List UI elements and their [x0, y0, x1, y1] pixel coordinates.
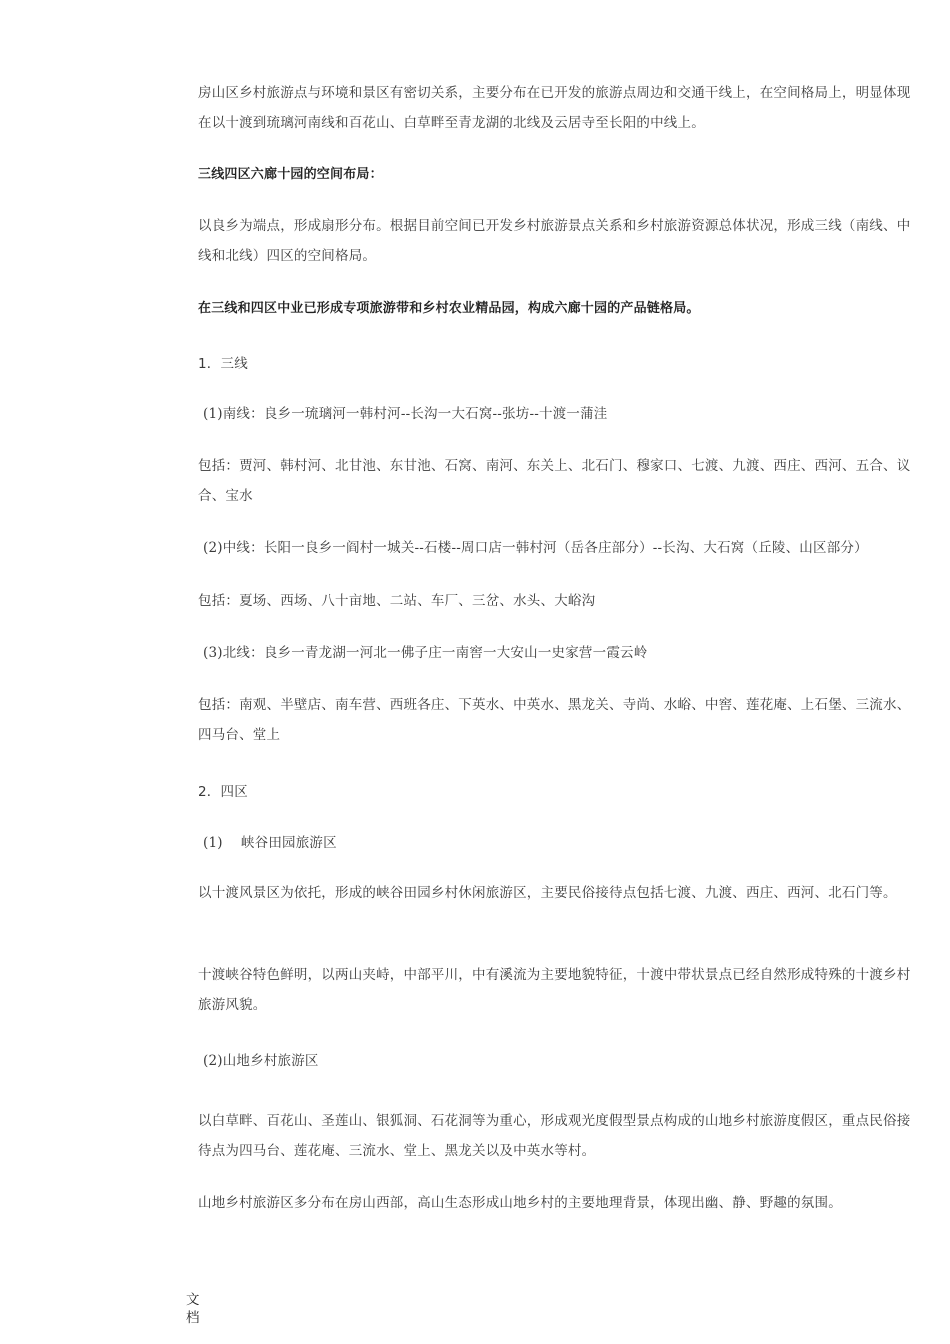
area-canyon-desc-1: 以十渡风景区为依托，形成的峡谷田园乡村休闲旅游区，主要民俗接待点包括七渡、九渡、西庄、西河、北石门等。 — [198, 885, 897, 901]
south-line: (1)南线：良乡一琉璃河一韩村河--长沟一大石窝--张坊--十渡一蒲洼 — [203, 406, 608, 422]
paragraph-intro: 房山区乡村旅游点与环境和景区有密切关系，主要分布在已开发的旅游点周边和交通干线上，在空间格局上，明显体现在以十渡到琉璃河南线和百花山、白草畔至青龙湖的北线及云居寺至长阳的中线上。 — [198, 85, 911, 131]
heading-product-chain: 在三线和四区中业已形成专项旅游带和乡村农业精品园，构成六廊十园的产品链格局。 — [198, 301, 700, 316]
footer-label: 文档 — [186, 1292, 200, 1326]
section-four-areas: 2．四区 — [198, 784, 248, 800]
area-mountain-title: (2)山地乡村旅游区 — [203, 1053, 319, 1069]
north-line-includes: 包括：南观、半壁店、南车营、西班各庄、下英水、中英水、黑龙关、寺尚、水峪、中窖、莲花庵、上石堡、三流水、四马台、堂上 — [198, 697, 911, 743]
middle-line-includes: 包括：夏场、西场、八十亩地、二站、车厂、三岔、水头、大峪沟 — [198, 593, 596, 609]
area-canyon-title: (1) 峡谷田园旅游区 — [203, 835, 337, 851]
north-line: (3)北线：良乡一青龙湖一河北一佛子庄一南窖一大安山一史家营一霞云岭 — [203, 645, 648, 661]
heading-spatial-layout: 三线四区六廊十园的空间布局： — [198, 167, 383, 182]
area-mountain-desc-1: 以白草畔、百花山、圣莲山、银狐洞、石花洞等为重心，形成观光度假型景点构成的山地乡村旅游度假区，重点民俗接待点为四马台、莲花庵、三流水、堂上、黑龙关以及中英水等村。 — [198, 1113, 911, 1159]
area-canyon-desc-2: 十渡峡谷特色鲜明，以两山夹峙，中部平川，中有溪流为主要地貌特征，十渡中带状景点已经自然形成特殊的十渡乡村旅游风貌。 — [198, 967, 911, 1013]
area-mountain-desc-2: 山地乡村旅游区多分布在房山西部，高山生态形成山地乡村的主要地理背景，体现出幽、静、野趣的氛围。 — [198, 1195, 842, 1211]
middle-line: (2)中线：长阳一良乡一阎村一城关--石楼--周口店一韩村河（岳各庄部分）--长沟、大石窝（丘陵、山区部分） — [203, 540, 868, 556]
south-line-includes: 包括：贾河、韩村河、北甘池、东甘池、石窝、南河、东关上、北石门、穆家口、七渡、九渡、西庄、西河、五合、议合、宝水 — [198, 458, 911, 504]
section-three-lines: 1．三线 — [198, 356, 248, 372]
paragraph-fan-distribution: 以良乡为端点，形成扇形分布。根据目前空间已开发乡村旅游景点关系和乡村旅游资源总体状况，形成三线（南线、中线和北线）四区的空间格局。 — [198, 218, 911, 264]
